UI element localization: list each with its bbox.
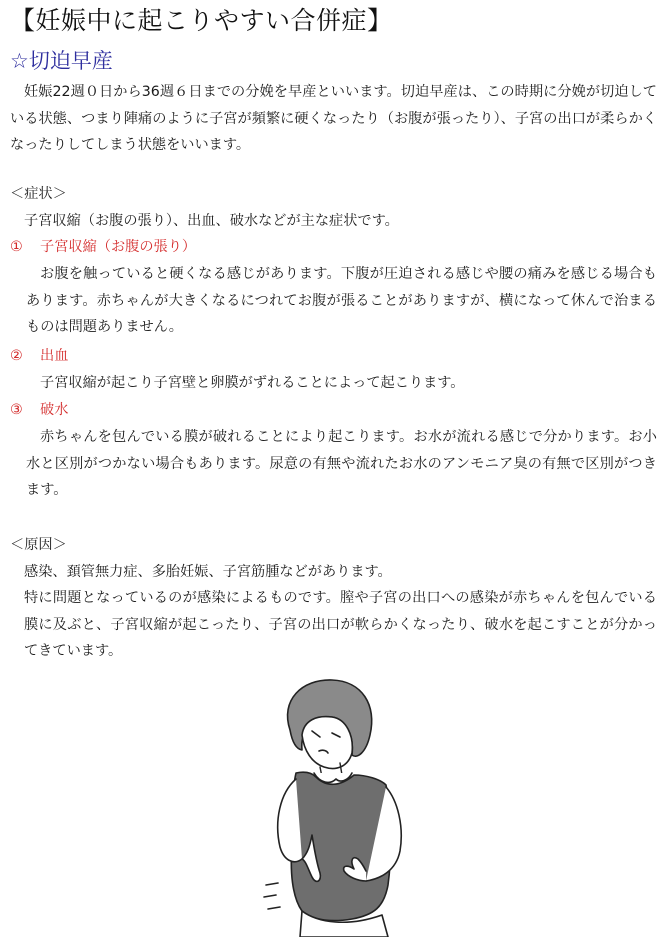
symptom-item-3-title: 破水 — [40, 402, 69, 418]
pregnant-woman-illustration — [262, 675, 412, 937]
page-title: 【妊娠中に起こりやすい合併症】 — [10, 6, 393, 35]
symptoms-heading: ＜症状＞ — [10, 186, 67, 202]
symptoms-summary: 子宮収縮（お腹の張り）、出血、破水などが主な症状です。 — [24, 213, 399, 229]
causes-summary: 感染、頚管無力症、多胎妊娠、子宮筋腫などがあります。 — [24, 564, 392, 580]
symptom-item-1-text: お腹を触っていると硬くなる感じがあります。下腹が圧迫される感じや腰の痛みを感じる場合もあります。赤ちゃんが大きくなるにつれてお腹が張ることがありますが、横になって休んで治まるものは問題ありません。 — [26, 266, 657, 335]
symptom-item-3-text: 赤ちゃんを包んでいる膜が破れることにより起こります。お水が流れる感じで分かります。お小水と区別がつかない場合もあります。尿意の有無や流れたお水のアンモニア臭の有無で区別がつきます。 — [26, 429, 657, 498]
symptom-item-3-number: ③ — [10, 402, 23, 418]
symptom-item-1-number: ① — [10, 239, 23, 255]
symptom-item-2-title: 出血 — [40, 348, 69, 364]
symptom-item-2-number: ② — [10, 348, 23, 364]
symptom-item-1-title: 子宮収縮（お腹の張り） — [40, 239, 197, 255]
section-title: ☆切迫早産 — [10, 49, 113, 73]
causes-detail: 特に問題となっているのが感染によるものです。膣や子宮の出口への感染が赤ちゃんを包んでいる膜に及ぶと、子宮収縮が起こったり、子宮の出口が軟らかくなったり、破水を起こすことが分かってきています。 — [24, 590, 657, 659]
causes-heading: ＜原因＞ — [10, 537, 67, 553]
intro-paragraph: 妊娠22週０日から36週６日までの分娩を早産といいます。切迫早産は、この時期に分娩が切迫している状態、つまり陣痛のように子宮が頻繁に硬くなったり（お腹が張ったり）、子宮の出口が柔らかくなったりしてしまう状態をいいます。 — [10, 84, 657, 153]
symptom-item-2-text: 子宮収縮が起こり子宮壁と卵膜がずれることによって起こります。 — [40, 375, 465, 391]
